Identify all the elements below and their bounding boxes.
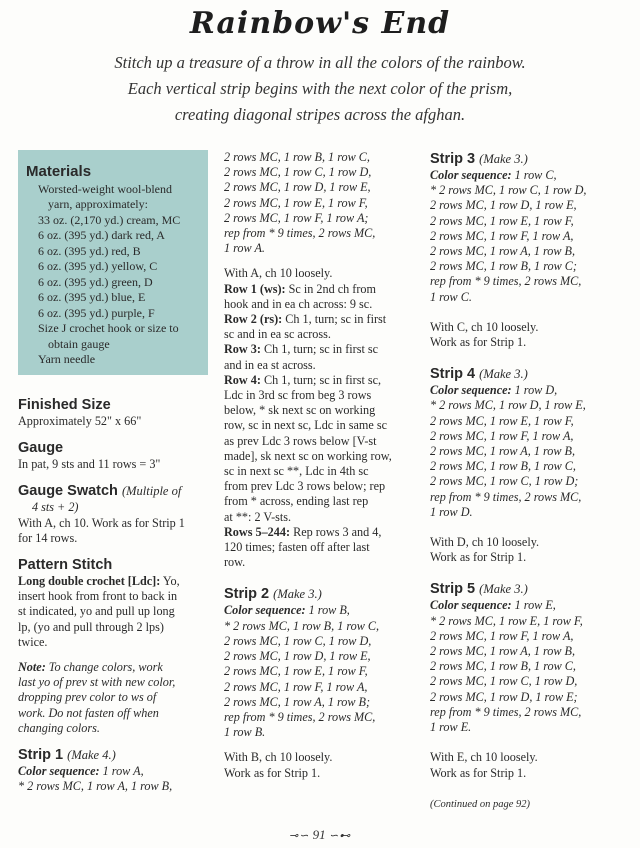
row2-line: sc and in ea sc across. [224, 327, 331, 342]
strip1-cs-first: 1 row A, [99, 764, 144, 779]
materials-box [18, 150, 208, 375]
strip2-seq-line: 1 row B. [224, 725, 266, 740]
row4-first: Ch 1, turn; sc in first sc, [260, 372, 382, 387]
strip3-seq-line: 2 rows MC, 1 row D, 1 row E, [430, 198, 577, 213]
strip5-make: (Make 3.) [479, 582, 528, 597]
strip4-seq-line: 2 rows MC, 1 row B, 1 row C, [430, 459, 576, 474]
strip2-color-seq [224, 603, 419, 618]
strip1-seq-line: 2 rows MC, 1 row B, 1 row C, [224, 150, 370, 164]
strip4-seq-line: 1 row D. [430, 504, 473, 519]
strip4-cs-first: 1 row D, [511, 383, 558, 398]
note-first: To change colors, work [45, 660, 163, 675]
strip4-cs-label: Color sequence: [430, 383, 512, 398]
row2-line [224, 312, 419, 327]
row3-line: and in ea st across. [224, 357, 316, 372]
rows5-label: Rows 5–244: [224, 524, 291, 539]
column-2 [224, 150, 419, 781]
rows5-line: 120 times; fasten off after last [224, 540, 370, 555]
pattern-stitch-line: twice. [18, 634, 48, 649]
row4-line: below, * sk next sc on working [224, 403, 376, 418]
strip3-seq-line: 2 rows MC, 1 row E, 1 row F, [430, 213, 574, 228]
strip4-color-seq [430, 383, 625, 398]
strip4-after: With D, ch 10 loosely. [430, 535, 540, 550]
strip4-after: Work as for Strip 1. [430, 550, 527, 565]
materials-item: 33 oz. (2,170 yd.) cream, MC [38, 212, 181, 227]
materials-heading: Materials [26, 163, 92, 180]
strip4-seq-line: * 2 rows MC, 1 row D, 1 row E, [430, 398, 586, 413]
page-title: Rainbow's End [189, 6, 451, 41]
strip3-seq-line: * 2 rows MC, 1 row C, 1 row D, [430, 183, 587, 198]
strip1-title: Strip 1 [18, 747, 64, 764]
row4-line: Ldc in 3rd sc from beg 3 rows [224, 388, 372, 403]
strip3-seq-line: 1 row C. [430, 289, 472, 304]
materials-item: obtain gauge [48, 336, 110, 351]
intro-line: Each vertical strip begins with the next color of the prism, [127, 79, 513, 98]
ornament-left-icon: ⊸∽ [288, 830, 310, 842]
pattern-stitch-term: Long double crochet [Ldc]: [18, 574, 161, 589]
row4-line: row, sc in next sc, Ldc in same sc [224, 418, 388, 433]
pattern-stitch-line: st indicated, yo and pull up long [18, 604, 175, 619]
materials-item: yarn, approximately: [48, 197, 148, 211]
page-number-footer [0, 827, 640, 843]
intro-line: creating diagonal stripes across the afghan. [174, 105, 466, 124]
strip3-seq-line: 2 rows MC, 1 row A, 1 row B, [430, 244, 576, 259]
strip5-color-seq [430, 598, 625, 613]
strip3-seq-line: rep from * 9 times, 2 rows MC, [430, 274, 582, 289]
materials-item: 6 oz. (395 yd.) blue, E [38, 290, 146, 304]
strip2-seq-line: 2 rows MC, 1 row C, 1 row D, [224, 633, 372, 648]
materials-item: 6 oz. (395 yd.) red, B [38, 243, 141, 258]
row4-label: Row 4: [224, 372, 261, 387]
materials-item: Worsted-weight wool-blend [38, 181, 173, 196]
strip1-seq-line: 2 rows MC, 1 row C, 1 row D, [224, 165, 372, 180]
row4-line: as prev Ldc 3 rows below [V-st [224, 433, 377, 448]
materials-item: 6 oz. (395 yd.) green, D [38, 274, 153, 289]
strip5-cs-first: 1 row E, [511, 598, 556, 613]
row4-line: from prev Ldc 3 rows below; rep [224, 479, 386, 494]
strip1-heading [18, 746, 208, 764]
materials-item: 6 oz. (395 yd.) purple, F [38, 305, 155, 320]
strip5-seq-line: 2 rows MC, 1 row B, 1 row C, [430, 659, 576, 674]
rows5-line [224, 525, 419, 540]
pattern-stitch-line: lp, (yo and pull through 2 lps) [18, 619, 164, 634]
gauge-swatch-heading [18, 482, 208, 500]
strip2-after: With B, ch 10 loosely. [224, 750, 333, 765]
strip5-seq-line: 2 rows MC, 1 row C, 1 row D, [430, 674, 578, 689]
strip3-title: Strip 3 [430, 151, 476, 167]
strip2-seq-line: 2 rows MC, 1 row F, 1 row A, [224, 679, 368, 694]
strip3-cs-label: Color sequence: [430, 168, 512, 182]
column-3 [430, 150, 625, 781]
strip4-seq-line: 2 rows MC, 1 row E, 1 row F, [430, 413, 574, 428]
intro-text [30, 50, 610, 128]
continued-note: (Continued on page 92) [430, 799, 531, 810]
pattern-stitch-line [18, 574, 208, 589]
strip5-seq-line: 2 rows MC, 1 row D, 1 row E; [430, 689, 578, 704]
rows5-line: row. [224, 555, 246, 570]
row1-first: Sc in 2nd ch from [285, 281, 376, 296]
gauge-swatch-line: for 14 rows. [18, 530, 78, 545]
row3-line [224, 342, 419, 357]
finished-size-heading: Finished Size [18, 397, 111, 413]
strip3-heading [430, 150, 625, 168]
strip5-after: Work as for Strip 1. [430, 765, 527, 780]
strip5-seq-line: 1 row E. [430, 720, 472, 735]
note-label: Note: [18, 660, 46, 675]
strip2-after: Work as for Strip 1. [224, 765, 321, 780]
row4-line: at **: 2 V-sts. [224, 509, 292, 524]
strip3-after: With C, ch 10 loosely. [430, 319, 539, 334]
note-line: dropping prev color to ws of [18, 690, 157, 705]
strip1-cs-label: Color sequence: [18, 764, 100, 779]
note-line [18, 660, 208, 675]
gauge-swatch-line: With A, ch 10. Work as for Strip 1 [18, 515, 185, 530]
row3-label: Row 3: [224, 342, 261, 357]
strip4-seq-line: 2 rows MC, 1 row C, 1 row D; [430, 474, 579, 489]
row4-line [224, 373, 419, 388]
strip2-title: Strip 2 [224, 586, 270, 603]
strip3-cs-first: 1 row C, [511, 168, 557, 182]
pattern-stitch-line: insert hook from front to back in [18, 589, 178, 604]
intro-line: Stitch up a treasure of a throw in all the colors of the rainbow. [114, 53, 526, 72]
strip3-seq-line: 2 rows MC, 1 row B, 1 row C; [430, 259, 577, 274]
materials-item: 6 oz. (395 yd.) yellow, C [38, 259, 158, 273]
strip5-after: With E, ch 10 loosely. [430, 750, 538, 765]
row1-line [224, 282, 419, 297]
row1-line: hook and in ea ch across: 9 sc. [224, 296, 373, 311]
gauge-swatch-title: Gauge Swatch [18, 483, 118, 500]
strip1-seq-line: 2 rows MC, 1 row E, 1 row F, [224, 195, 368, 210]
strip2-seq-line: 2 rows MC, 1 row A, 1 row B; [224, 694, 371, 709]
strip2-seq-line: 2 rows MC, 1 row E, 1 row F, [224, 664, 368, 679]
strip3-seq-line: 2 rows MC, 1 row F, 1 row A, [430, 228, 574, 243]
finished-size-text: Approximately 52" x 66" [18, 414, 142, 428]
strip2-seq-line: rep from * 9 times, 2 rows MC, [224, 709, 376, 724]
strip5-seq-line: rep from * 9 times, 2 rows MC, [430, 704, 582, 719]
strip4-seq-line: rep from * 9 times, 2 rows MC, [430, 489, 582, 504]
row3-first: Ch 1, turn; sc in first sc [260, 342, 379, 357]
strip1-make: (Make 4.) [67, 748, 116, 763]
strip4-seq-line: 2 rows MC, 1 row A, 1 row B, [430, 444, 576, 459]
strip1-color-seq [18, 764, 208, 779]
note-line: last yo of prev st with new color, [18, 675, 176, 690]
note-line: work. Do not fasten off when [18, 705, 159, 720]
strip5-seq-line: * 2 rows MC, 1 row E, 1 row F, [430, 613, 583, 628]
rows5-first: Rep rows 3 and 4, [290, 524, 382, 539]
row4-line: sc in next sc **, Ldc in 4th sc [224, 464, 369, 479]
strip3-color-seq [430, 168, 625, 183]
strip1-seq-line: 2 rows MC, 1 row F, 1 row A; [224, 210, 369, 225]
strip5-cs-label: Color sequence: [430, 598, 512, 613]
materials-item: 6 oz. (395 yd.) dark red, A [38, 228, 165, 242]
strip2-heading [224, 585, 419, 603]
gauge-heading: Gauge [18, 440, 64, 457]
page-number: 91 [312, 827, 326, 842]
strip4-seq-line: 2 rows MC, 1 row F, 1 row A, [430, 428, 574, 443]
strip1-ch-line: With A, ch 10 loosely. [224, 266, 333, 281]
row4-line: made], sk next sc on working row, [224, 448, 392, 463]
strip4-title: Strip 4 [430, 366, 476, 383]
pattern-stitch-first: Yo, [160, 574, 180, 589]
row4-line: from * across, ending last rep [224, 494, 369, 509]
strip1-seq-line: 2 rows MC, 1 row D, 1 row E, [224, 180, 371, 195]
strip2-make: (Make 3.) [273, 587, 322, 602]
materials-item: Size J crochet hook or size to [38, 321, 179, 335]
row2-label: Row 2 (rs): [224, 312, 283, 327]
row2-first: Ch 1, turn; sc in first [282, 312, 387, 327]
row1-label: Row 1 (ws): [224, 281, 286, 296]
gauge-text: In pat, 9 sts and 11 rows = 3" [18, 457, 161, 472]
strip5-title: Strip 5 [430, 581, 476, 598]
strip2-seq-line: * 2 rows MC, 1 row B, 1 row C, [224, 618, 380, 633]
strip5-seq-line: 2 rows MC, 1 row A, 1 row B, [430, 644, 576, 659]
strip1-seq-line: 1 row A. [224, 241, 265, 256]
strip3-after: Work as for Strip 1. [430, 335, 527, 350]
strip5-heading [430, 580, 625, 598]
column-1 [18, 396, 208, 794]
strip1-seq-line: * 2 rows MC, 1 row A, 1 row B, [18, 779, 173, 794]
strip4-heading [430, 365, 625, 383]
strip3-make: (Make 3.) [479, 152, 528, 166]
strip2-cs-first: 1 row B, [305, 603, 350, 618]
strip2-seq-line: 2 rows MC, 1 row D, 1 row E, [224, 649, 371, 664]
strip5-seq-line: 2 rows MC, 1 row F, 1 row A, [430, 628, 574, 643]
materials-item: Yarn needle [38, 352, 96, 366]
ornament-right-icon: ∽⊷ [328, 830, 352, 842]
gauge-swatch-sub2: 4 sts + 2) [32, 500, 79, 515]
note-line: changing colors. [18, 720, 100, 735]
strip1-seq-line: rep from * 9 times, 2 rows MC, [224, 226, 376, 241]
gauge-swatch-sub: (Multiple of [121, 484, 182, 499]
pattern-stitch-heading: Pattern Stitch [18, 557, 113, 574]
strip4-make: (Make 3.) [479, 367, 528, 382]
strip2-cs-label: Color sequence: [224, 603, 306, 618]
